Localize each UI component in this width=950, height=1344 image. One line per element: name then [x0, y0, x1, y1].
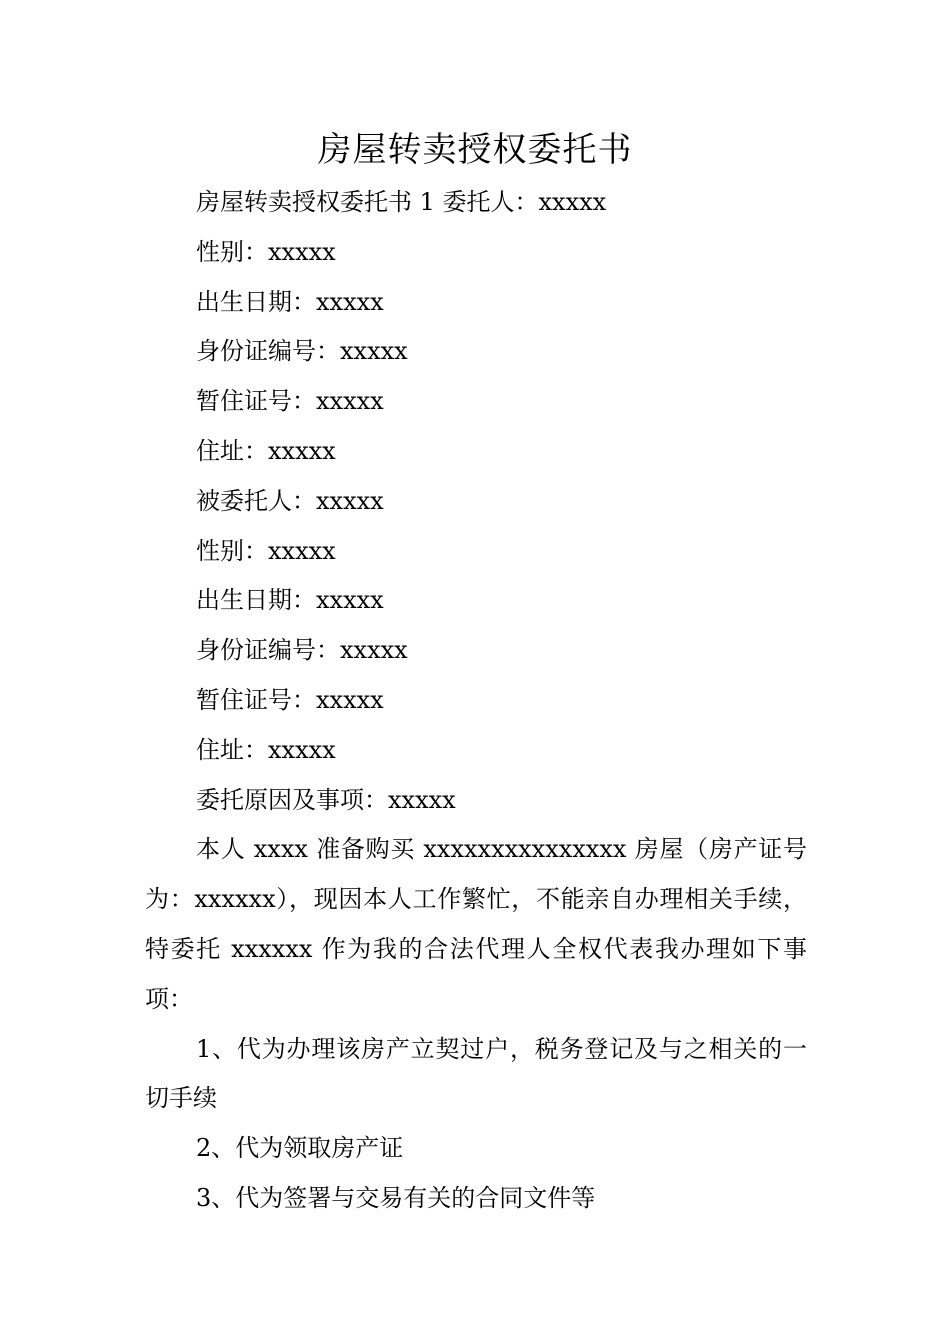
agent-residence-permit: 暂住证号：xxxxx [196, 685, 384, 714]
item-1: 1、代为办理该房产立契过户，税务登记及与之相关的一切手续 [145, 1034, 807, 1113]
item-2: 2、代为领取房产证 [196, 1134, 404, 1163]
agent-address: 住址：xxxxx [196, 735, 336, 764]
agent-birth-date: 出生日期：xxxxx [196, 586, 384, 615]
document-title: 房屋转卖授权委托书 [317, 130, 633, 170]
agent-heading-line: 被委托人：xxxxx [196, 486, 384, 515]
principal-address: 住址：xxxxx [196, 436, 336, 465]
document-body [145, 178, 807, 1224]
agent-id-number: 身份证编号：xxxxx [196, 636, 408, 665]
agent-gender: 性别：xxxxx [196, 536, 336, 565]
principal-residence-permit: 暂住证号：xxxxx [196, 387, 384, 416]
reason-line: 委托原因及事项：xxxxx [196, 785, 456, 814]
item-3: 3、代为签署与交易有关的合同文件等 [196, 1183, 596, 1212]
principal-birth-date: 出生日期：xxxxx [196, 287, 384, 316]
principal-heading-line: 房屋转卖授权委托书 1 委托人：xxxxx [196, 188, 607, 216]
principal-gender: 性别：xxxxx [196, 237, 336, 266]
statement-paragraph: 本人 xxxx 准备购买 xxxxxxxxxxxxxxx 房屋（房产证号为：xxxxxx），现因本人工作繁忙，不能亲自办理相关手续，特委托 xxxxxx 作为我的合法代理人全权代表我办理如下事项： [145, 835, 807, 1013]
principal-id-number: 身份证编号：xxxxx [196, 337, 408, 366]
